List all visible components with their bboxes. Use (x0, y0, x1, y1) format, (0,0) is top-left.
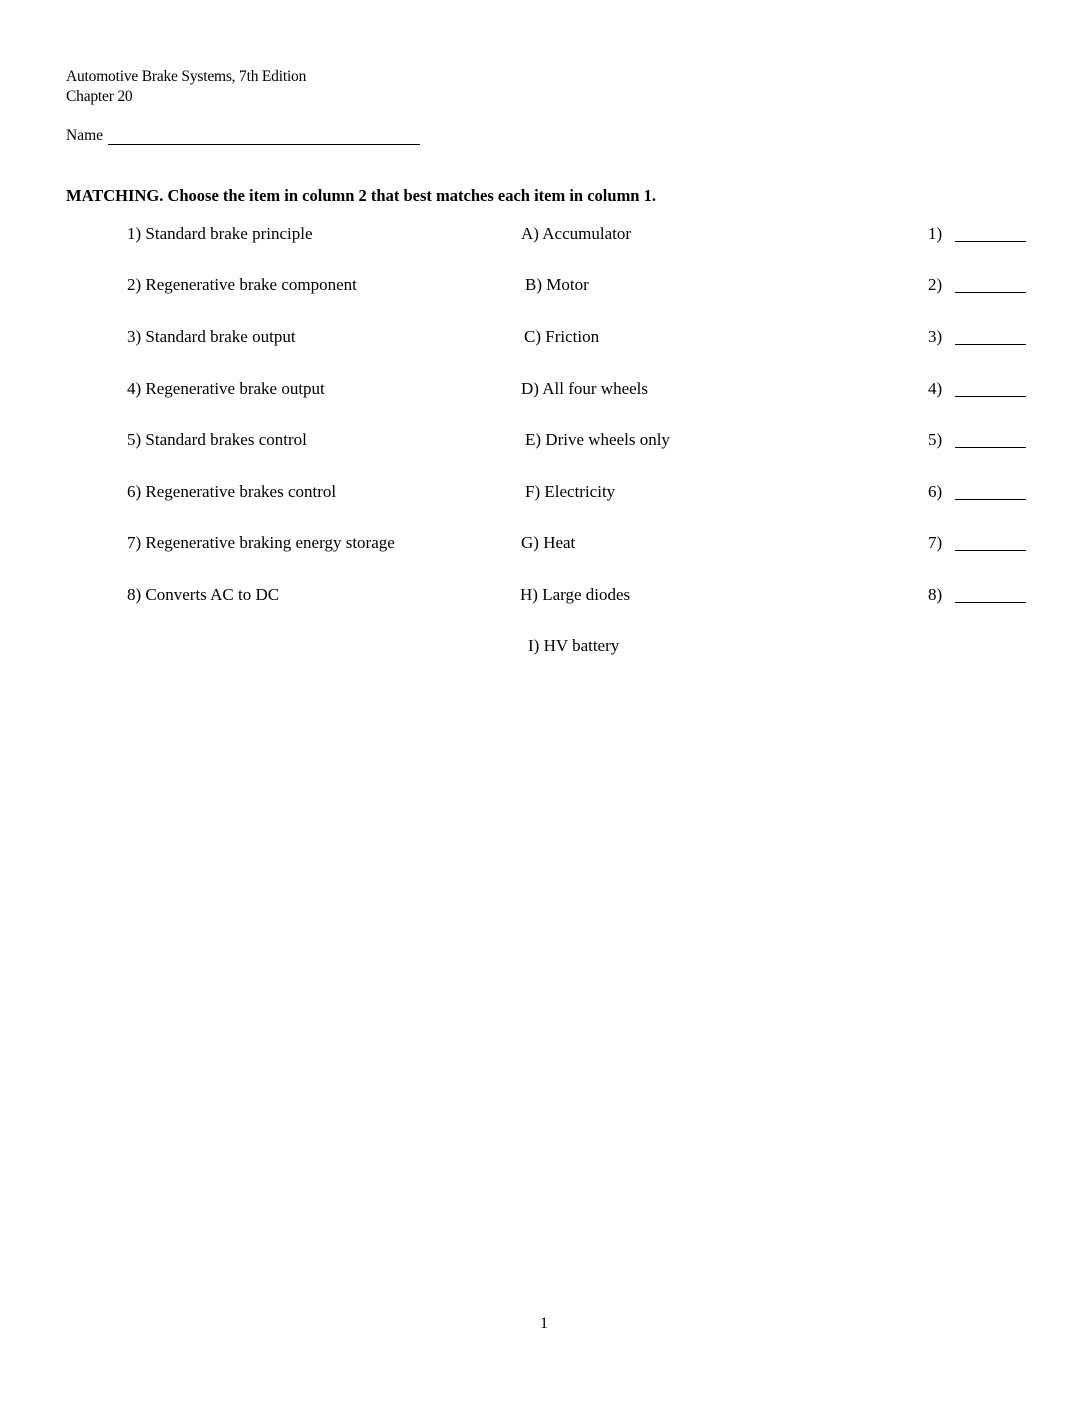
column1-item: 6) Regenerative brakes control (127, 482, 337, 501)
matching-row (0, 428, 1088, 452)
answer-number: 1) (928, 224, 943, 243)
column2-item: E) Drive wheels only (525, 430, 670, 449)
matching-row (0, 377, 1088, 401)
matching-row (0, 273, 1088, 297)
column1-item: 1) Standard brake principle (127, 224, 313, 243)
answer-blank[interactable] (955, 447, 1026, 448)
answer-blank[interactable] (955, 344, 1026, 345)
matching-row (0, 531, 1088, 555)
answer-blank[interactable] (955, 602, 1026, 603)
answer-number: 5) (928, 430, 943, 449)
column2-item: B) Motor (525, 275, 589, 294)
column1-item: 3) Standard brake output (127, 327, 296, 346)
column2-item: I) HV battery (528, 636, 620, 655)
matching-row (0, 634, 1088, 658)
matching-row (0, 583, 1088, 607)
answer-number: 7) (928, 533, 943, 552)
answer-number: 6) (928, 482, 943, 501)
matching-row (0, 480, 1088, 504)
answer-blank[interactable] (955, 292, 1026, 293)
column2-item: A) Accumulator (521, 224, 631, 243)
answer-number: 3) (928, 327, 943, 346)
column1-item: 5) Standard brakes control (127, 430, 307, 449)
matching-row (0, 325, 1088, 349)
column1-item: 2) Regenerative brake component (127, 275, 357, 294)
column1-item: 7) Regenerative braking energy storage (127, 533, 395, 552)
answer-number: 2) (928, 275, 943, 294)
column2-item: D) All four wheels (521, 379, 649, 398)
answer-blank[interactable] (955, 550, 1026, 551)
answer-blank[interactable] (955, 241, 1026, 242)
column2-item: F) Electricity (525, 482, 616, 501)
column1-item: 8) Converts AC to DC (127, 585, 280, 604)
column2-item: C) Friction (524, 327, 600, 346)
matching-instructions: MATCHING. Choose the item in column 2 that best matches each item in column 1. (66, 186, 656, 205)
name-field-line[interactable] (108, 144, 420, 145)
book-title: Automotive Brake Systems, 7th Edition (66, 68, 307, 85)
answer-number: 4) (928, 379, 943, 398)
matching-row (0, 222, 1088, 246)
column2-item: G) Heat (521, 533, 576, 552)
answer-blank[interactable] (955, 396, 1026, 397)
name-label: Name (66, 127, 104, 144)
column2-item: H) Large diodes (520, 585, 631, 604)
answer-blank[interactable] (955, 499, 1026, 500)
column1-item: 4) Regenerative brake output (127, 379, 325, 398)
answer-number: 8) (928, 585, 943, 604)
chapter-label: Chapter 20 (66, 88, 133, 105)
page-number: 1 (540, 1315, 548, 1332)
